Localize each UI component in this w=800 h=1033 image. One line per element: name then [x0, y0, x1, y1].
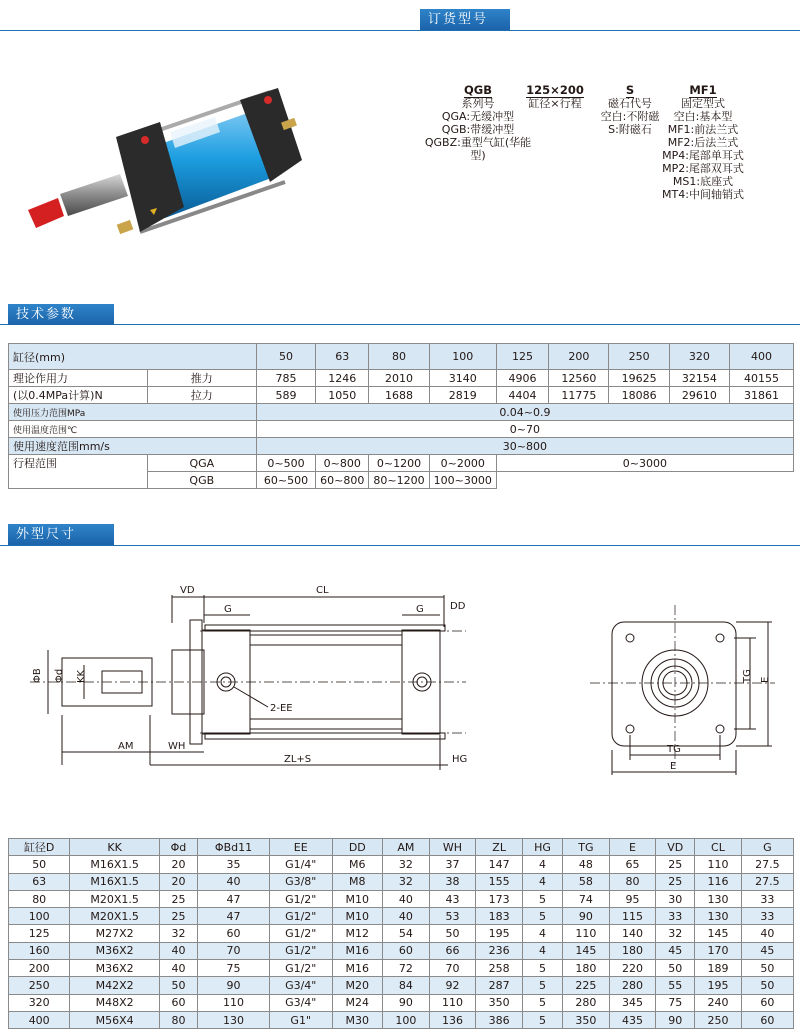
table-cell: M27X2 — [70, 925, 159, 942]
table-cell: 53 — [429, 908, 476, 925]
bore-stroke-code: 125×200 — [526, 83, 584, 97]
section-rule — [0, 30, 800, 31]
section-tech-title: 技术参数 — [8, 304, 114, 325]
table-cell: 80 — [9, 890, 70, 907]
table-cell: 170 — [695, 942, 742, 959]
bore-stroke-title: 缸径×行程 — [528, 97, 582, 110]
tech-header-row — [9, 344, 794, 370]
table-cell: 50 — [159, 977, 197, 994]
table-cell: 33 — [656, 908, 695, 925]
table-cell: 280 — [563, 994, 610, 1011]
table-cell: 195 — [476, 925, 523, 942]
pressure-row — [9, 404, 794, 421]
table-cell: 92 — [429, 977, 476, 994]
table-cell: M56X4 — [70, 1011, 159, 1028]
table-cell: 48 — [563, 856, 610, 873]
table-cell: 40 — [741, 925, 793, 942]
table-cell: G3/8" — [269, 873, 332, 890]
table-row — [9, 890, 794, 907]
table-cell: G1/2" — [269, 908, 332, 925]
table-cell: 47 — [198, 890, 270, 907]
empty-cell — [496, 472, 793, 489]
table-cell: M12 — [332, 925, 383, 942]
dims-header-cell: 缸径D — [9, 839, 70, 856]
bore-value: 200 — [549, 344, 609, 370]
tech-table — [8, 343, 794, 489]
table-cell: 74 — [563, 890, 610, 907]
push-value: 2010 — [369, 370, 429, 387]
dims-header-cell: ZL — [476, 839, 523, 856]
table-cell: 60 — [741, 1011, 793, 1028]
table-cell: 90 — [656, 1011, 695, 1028]
table-cell: 5 — [522, 960, 562, 977]
table-cell: 20 — [159, 856, 197, 873]
table-cell: 320 — [9, 994, 70, 1011]
label-e-vertical: E — [760, 676, 771, 683]
series-item: QGBZ:重型气缸(华能型) — [424, 136, 532, 162]
qga-row — [9, 455, 794, 472]
dims-header-cell: DD — [332, 839, 383, 856]
series-item: QGA:无缓冲型 — [441, 110, 515, 123]
table-cell: 60 — [383, 942, 430, 959]
table-cell: 110 — [563, 925, 610, 942]
pull-value: 589 — [256, 387, 315, 404]
table-cell: 280 — [609, 977, 656, 994]
table-cell: 400 — [9, 1011, 70, 1028]
push-label: 推力 — [147, 370, 256, 387]
table-cell: 350 — [476, 994, 523, 1011]
dimension-drawing — [0, 565, 800, 785]
table-cell: 60 — [159, 994, 197, 1011]
table-cell: M48X2 — [70, 994, 159, 1011]
bore-value: 80 — [369, 344, 429, 370]
label-g-front: G — [224, 604, 232, 615]
cylinder-photo — [20, 82, 310, 247]
table-cell: 386 — [476, 1011, 523, 1028]
mount-item: MF1:前法兰式 — [667, 123, 739, 136]
table-cell: 173 — [476, 890, 523, 907]
table-cell: M16X1.5 — [70, 856, 159, 873]
speed-value: 30~800 — [256, 438, 793, 455]
table-cell: M36X2 — [70, 960, 159, 977]
label-tg-vertical: TG — [742, 669, 753, 683]
table-cell: 40 — [383, 908, 430, 925]
table-cell: M8 — [332, 873, 383, 890]
label-ee: 2-EE — [270, 703, 293, 714]
table-cell: M6 — [332, 856, 383, 873]
section-dims-title: 外型尺寸 — [8, 524, 114, 545]
table-row — [9, 856, 794, 873]
dims-header-cell: CL — [695, 839, 742, 856]
table-cell: 60 — [198, 925, 270, 942]
series-code: QGB — [464, 83, 492, 97]
section-order-title: 订货型号 — [420, 9, 510, 30]
label-e-horizontal: E — [670, 761, 677, 772]
table-cell: 155 — [476, 873, 523, 890]
table-cell: 5 — [522, 908, 562, 925]
pull-value: 2819 — [429, 387, 496, 404]
table-cell: 240 — [695, 994, 742, 1011]
table-cell: 40 — [198, 873, 270, 890]
table-cell: 236 — [476, 942, 523, 959]
table-cell: 66 — [429, 942, 476, 959]
table-cell: 80 — [159, 1011, 197, 1028]
table-cell: 110 — [429, 994, 476, 1011]
dimensions-table — [8, 838, 794, 1029]
table-cell: G1/2" — [269, 925, 332, 942]
table-cell: 4 — [522, 942, 562, 959]
table-cell: G1/4" — [269, 856, 332, 873]
qgb-label: QGB — [147, 472, 256, 489]
table-cell: 5 — [522, 890, 562, 907]
table-cell: 37 — [429, 856, 476, 873]
table-cell: 75 — [656, 994, 695, 1011]
table-cell: 435 — [609, 1011, 656, 1028]
pull-value: 4404 — [496, 387, 548, 404]
table-cell: 5 — [522, 994, 562, 1011]
table-cell: 250 — [9, 977, 70, 994]
table-cell: M20X1.5 — [70, 908, 159, 925]
table-cell: 140 — [609, 925, 656, 942]
label-dd: DD — [450, 601, 466, 612]
table-cell: 183 — [476, 908, 523, 925]
qga-value: 0~3000 — [496, 455, 793, 472]
table-cell: 70 — [429, 960, 476, 977]
table-row — [9, 977, 794, 994]
dims-header-cell: AM — [383, 839, 430, 856]
order-mount — [655, 84, 751, 201]
mount-item: 空白:基本型 — [673, 110, 733, 123]
table-cell: M16 — [332, 960, 383, 977]
dims-header-cell: HG — [522, 839, 562, 856]
dims-header-cell: TG — [563, 839, 610, 856]
dims-header-cell: VD — [656, 839, 695, 856]
table-cell: 4 — [522, 873, 562, 890]
dims-header-cell: E — [609, 839, 656, 856]
table-cell: M24 — [332, 994, 383, 1011]
dims-header-row — [9, 839, 794, 856]
qga-value: 0~500 — [256, 455, 315, 472]
qga-label: QGA — [147, 455, 256, 472]
table-row — [9, 908, 794, 925]
table-cell: 350 — [563, 1011, 610, 1028]
label-cl: CL — [316, 585, 329, 596]
table-cell: G3/4" — [269, 977, 332, 994]
table-cell: 200 — [9, 960, 70, 977]
pull-value: 31861 — [730, 387, 794, 404]
table-cell: 145 — [563, 942, 610, 959]
table-cell: 50 — [741, 960, 793, 977]
label-phid: Φd — [54, 668, 65, 683]
table-cell: 90 — [383, 994, 430, 1011]
table-row — [9, 942, 794, 959]
table-cell: G3/4" — [269, 994, 332, 1011]
table-cell: 90 — [563, 908, 610, 925]
table-cell: 27.5 — [741, 856, 793, 873]
table-cell: 5 — [522, 1011, 562, 1028]
table-cell: 136 — [429, 1011, 476, 1028]
table-cell: 189 — [695, 960, 742, 977]
dims-header-cell: WH — [429, 839, 476, 856]
table-cell: 32 — [656, 925, 695, 942]
table-cell: 40 — [159, 942, 197, 959]
table-cell: 130 — [695, 908, 742, 925]
mount-item: MF2:后法兰式 — [667, 136, 739, 149]
table-cell: G1/2" — [269, 890, 332, 907]
table-cell: 195 — [695, 977, 742, 994]
table-row — [9, 1011, 794, 1028]
push-value: 12560 — [549, 370, 609, 387]
table-cell: 60 — [741, 994, 793, 1011]
table-cell: 258 — [476, 960, 523, 977]
table-cell: M30 — [332, 1011, 383, 1028]
temp-row — [9, 421, 794, 438]
dims-header-cell: Φd — [159, 839, 197, 856]
table-cell: 40 — [159, 960, 197, 977]
label-zls: ZL+S — [284, 754, 312, 765]
table-cell: 160 — [9, 942, 70, 959]
section-rule — [0, 545, 800, 546]
table-cell: 180 — [609, 942, 656, 959]
table-cell: 32 — [159, 925, 197, 942]
label-vd: VD — [180, 585, 195, 596]
table-cell: 147 — [476, 856, 523, 873]
push-value: 32154 — [669, 370, 729, 387]
bore-value: 125 — [496, 344, 548, 370]
magnet-code: S — [625, 83, 635, 97]
label-phib: ΦB — [32, 668, 43, 683]
table-cell: 33 — [741, 908, 793, 925]
bore-value: 320 — [669, 344, 729, 370]
force-label-sub: (以0.4MPa计算)N — [9, 387, 148, 404]
table-cell: 115 — [609, 908, 656, 925]
pressure-value: 0.04~0.9 — [256, 404, 793, 421]
table-cell: 54 — [383, 925, 430, 942]
bore-value: 50 — [256, 344, 315, 370]
table-cell: 130 — [198, 1011, 270, 1028]
bore-value: 250 — [609, 344, 669, 370]
dims-header-cell: EE — [269, 839, 332, 856]
table-cell: 30 — [656, 890, 695, 907]
table-cell: M10 — [332, 890, 383, 907]
temp-label: 使用温度范围℃ — [9, 421, 257, 438]
table-cell: 130 — [695, 890, 742, 907]
magnet-item: S:附磁石 — [608, 123, 652, 136]
push-value: 785 — [256, 370, 315, 387]
push-value: 40155 — [730, 370, 794, 387]
table-cell: 220 — [609, 960, 656, 977]
pressure-label: 使用压力范围MPa — [9, 404, 257, 421]
table-cell: G1" — [269, 1011, 332, 1028]
force-label: 理论作用力 — [9, 370, 148, 387]
table-cell: 100 — [9, 908, 70, 925]
table-cell: M10 — [332, 908, 383, 925]
table-cell: 90 — [198, 977, 270, 994]
bore-value: 100 — [429, 344, 496, 370]
label-wh: WH — [168, 741, 186, 752]
table-cell: 100 — [383, 1011, 430, 1028]
table-cell: 45 — [656, 942, 695, 959]
table-cell: 50 — [656, 960, 695, 977]
pull-value: 11775 — [549, 387, 609, 404]
table-cell: 40 — [383, 890, 430, 907]
order-bore-stroke — [522, 84, 588, 110]
push-row — [9, 370, 794, 387]
table-cell: 32 — [383, 873, 430, 890]
table-cell: M42X2 — [70, 977, 159, 994]
mount-title: 固定型式 — [681, 97, 725, 110]
table-cell: 43 — [429, 890, 476, 907]
label-g-rear: G — [416, 604, 424, 615]
table-cell: 4 — [522, 856, 562, 873]
table-cell: M20 — [332, 977, 383, 994]
bore-label: 缸径(mm) — [9, 344, 257, 370]
qga-value: 0~1200 — [369, 455, 429, 472]
table-cell: 75 — [198, 960, 270, 977]
magnet-item: 空白:不附磁 — [600, 110, 660, 123]
bore-value: 400 — [730, 344, 794, 370]
stroke-label: 行程范围 — [9, 455, 148, 489]
table-cell: 20 — [159, 873, 197, 890]
table-cell: 95 — [609, 890, 656, 907]
table-cell: M16 — [332, 942, 383, 959]
table-cell: 287 — [476, 977, 523, 994]
table-cell: 50 — [741, 977, 793, 994]
magnet-title: 磁石代号 — [608, 97, 652, 110]
dims-header-cell: ΦBd11 — [198, 839, 270, 856]
table-cell: G1/2" — [269, 942, 332, 959]
push-value: 1246 — [316, 370, 369, 387]
bore-value: 63 — [316, 344, 369, 370]
qgb-value: 60~500 — [256, 472, 315, 489]
table-cell: G1/2" — [269, 960, 332, 977]
pull-value: 1688 — [369, 387, 429, 404]
dims-header-cell: G — [741, 839, 793, 856]
qgb-value: 100~3000 — [429, 472, 496, 489]
table-cell: 25 — [656, 873, 695, 890]
section-rule — [0, 324, 800, 325]
table-cell: 125 — [9, 925, 70, 942]
table-cell: 116 — [695, 873, 742, 890]
label-kk: KK — [76, 669, 87, 683]
table-cell: 180 — [563, 960, 610, 977]
pull-label: 拉力 — [147, 387, 256, 404]
push-value: 19625 — [609, 370, 669, 387]
qgb-value: 60~800 — [316, 472, 369, 489]
qga-value: 0~2000 — [429, 455, 496, 472]
table-row — [9, 960, 794, 977]
table-cell: M36X2 — [70, 942, 159, 959]
label-hg: HG — [452, 754, 468, 765]
table-cell: 32 — [383, 856, 430, 873]
push-value: 4906 — [496, 370, 548, 387]
order-series — [418, 84, 538, 162]
table-cell: 65 — [609, 856, 656, 873]
table-cell: 5 — [522, 977, 562, 994]
speed-row — [9, 438, 794, 455]
table-cell: 35 — [198, 856, 270, 873]
table-cell: 4 — [522, 925, 562, 942]
table-cell: 63 — [9, 873, 70, 890]
series-item: QGB:带缓冲型 — [441, 123, 515, 136]
mount-code: MF1 — [689, 83, 717, 97]
label-am: AM — [118, 741, 134, 752]
pull-value: 29610 — [669, 387, 729, 404]
qgb-value: 80~1200 — [369, 472, 429, 489]
table-cell: 110 — [198, 994, 270, 1011]
table-cell: 58 — [563, 873, 610, 890]
table-cell: 110 — [695, 856, 742, 873]
table-cell: 225 — [563, 977, 610, 994]
series-title: 系列号 — [461, 97, 495, 110]
table-cell: 345 — [609, 994, 656, 1011]
table-row — [9, 873, 794, 890]
table-cell: 25 — [656, 856, 695, 873]
table-row — [9, 994, 794, 1011]
dims-header-cell: KK — [70, 839, 159, 856]
speed-label: 使用速度范围mm/s — [9, 438, 257, 455]
table-cell: 55 — [656, 977, 695, 994]
pull-row — [9, 387, 794, 404]
pull-value: 18086 — [609, 387, 669, 404]
table-cell: 80 — [609, 873, 656, 890]
table-cell: 25 — [159, 890, 197, 907]
mount-item: MP2:尾部双耳式 — [662, 162, 744, 175]
table-cell: 45 — [741, 942, 793, 959]
qga-value: 0~800 — [316, 455, 369, 472]
table-cell: 72 — [383, 960, 430, 977]
pull-value: 1050 — [316, 387, 369, 404]
mount-item: MP4:尾部单耳式 — [662, 149, 744, 162]
mount-item: MS1:底座式 — [672, 175, 734, 188]
table-cell: M20X1.5 — [70, 890, 159, 907]
table-cell: 33 — [741, 890, 793, 907]
table-cell: M16X1.5 — [70, 873, 159, 890]
temp-value: 0~70 — [256, 421, 793, 438]
table-cell: 25 — [159, 908, 197, 925]
table-cell: 38 — [429, 873, 476, 890]
table-cell: 145 — [695, 925, 742, 942]
mount-item: MT4:中间轴销式 — [662, 188, 744, 201]
table-cell: 47 — [198, 908, 270, 925]
table-cell: 27.5 — [741, 873, 793, 890]
table-cell: 70 — [198, 942, 270, 959]
table-cell: 50 — [429, 925, 476, 942]
table-cell: 84 — [383, 977, 430, 994]
push-value: 3140 — [429, 370, 496, 387]
table-row — [9, 925, 794, 942]
table-cell: 250 — [695, 1011, 742, 1028]
label-tg-horizontal: TG — [667, 744, 681, 755]
table-cell: 50 — [9, 856, 70, 873]
